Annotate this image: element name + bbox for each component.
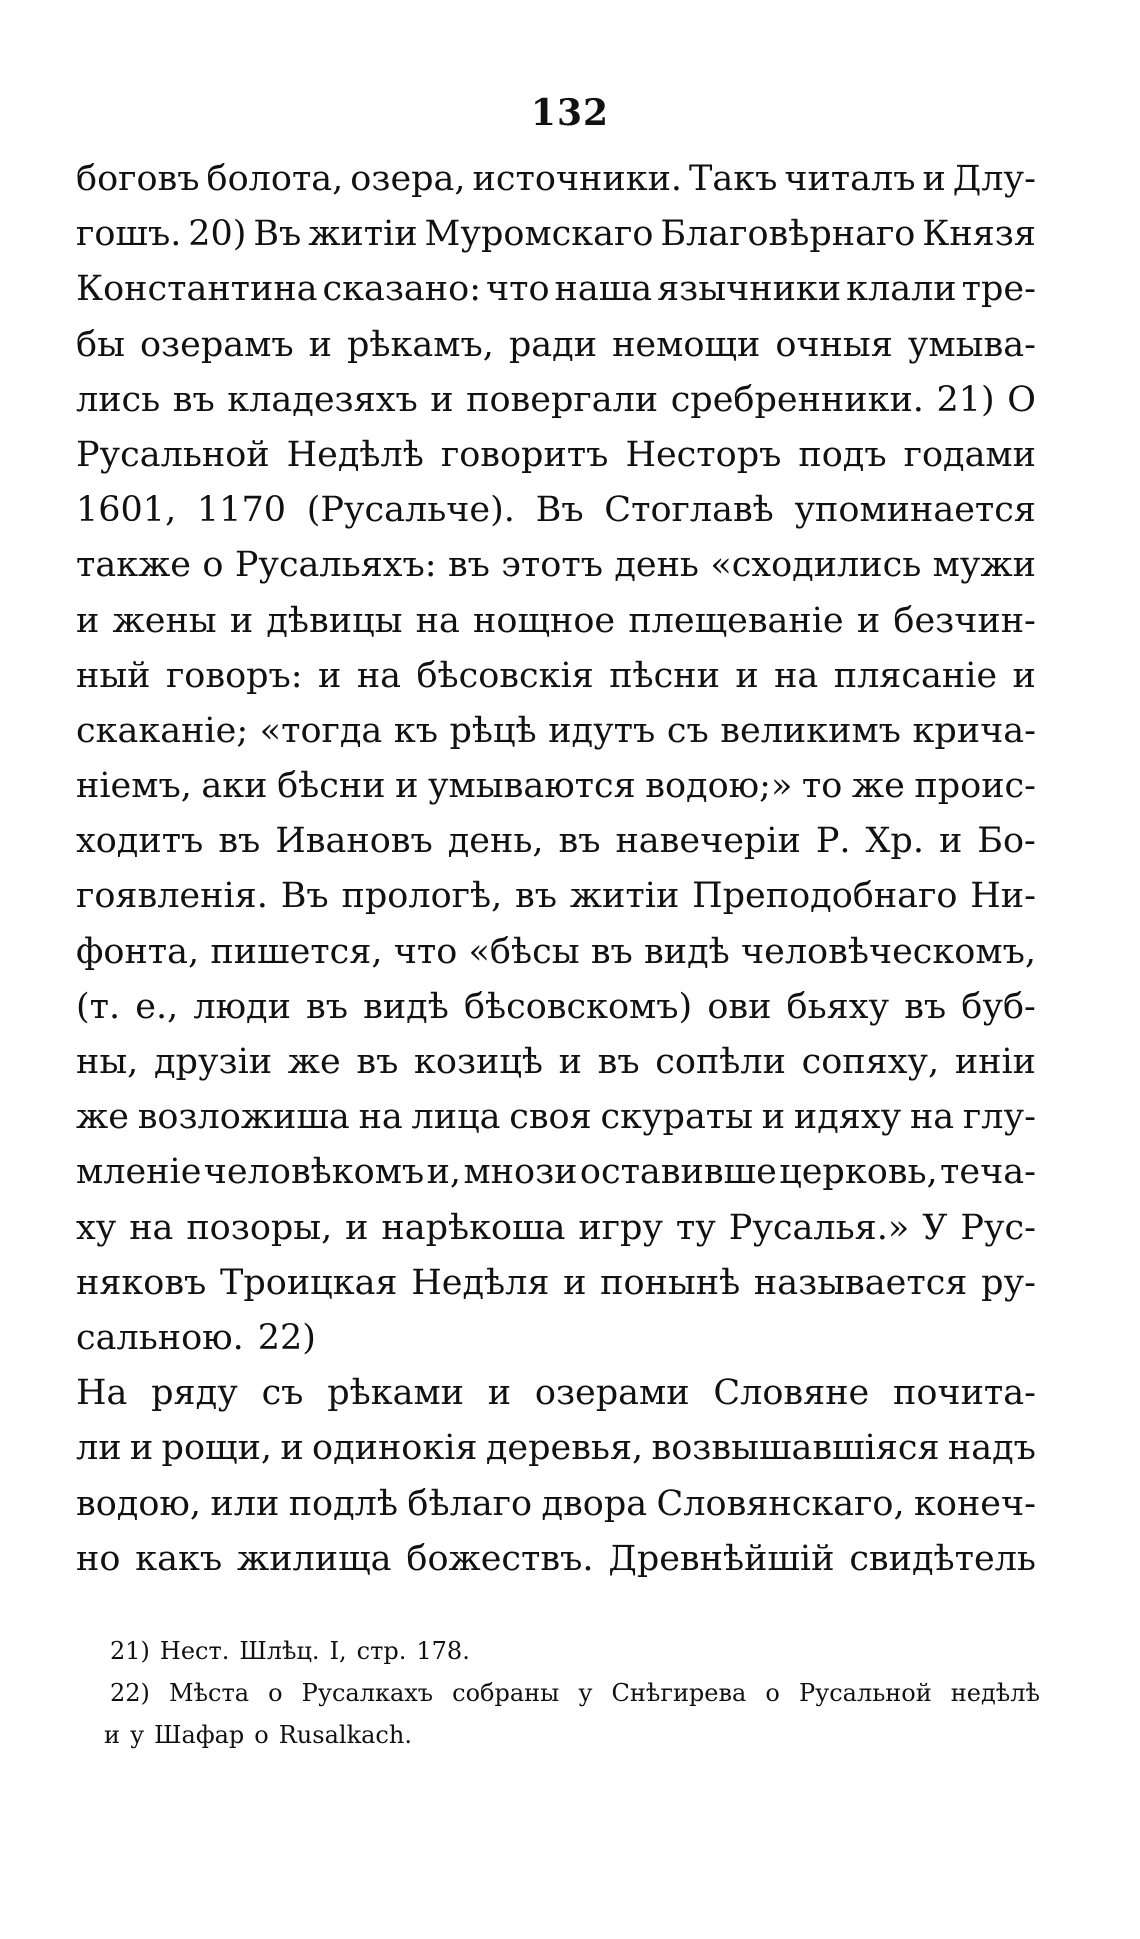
word: надъ — [947, 1428, 1036, 1469]
word: же — [851, 766, 905, 807]
word: Шафар — [154, 1721, 245, 1749]
text-line — [76, 759, 1036, 814]
word: ходитъ — [76, 821, 204, 862]
word: пишется, — [210, 931, 383, 972]
word: человѣкомъ — [203, 1152, 425, 1193]
word: Длу- — [952, 159, 1036, 199]
word: На — [76, 1373, 128, 1414]
word: сальною. — [76, 1317, 244, 1358]
word: (Русальче). — [306, 490, 515, 531]
word: ли — [76, 1428, 122, 1469]
word: очныя — [775, 324, 893, 365]
word: боговъ — [76, 159, 200, 199]
word: же — [76, 1097, 129, 1138]
word: лица — [411, 1097, 501, 1138]
word: болота, — [206, 159, 344, 199]
word: возложиша — [137, 1097, 350, 1138]
word: источники. — [472, 159, 683, 199]
word: сопѣли — [655, 1042, 786, 1082]
word: 21) — [110, 1637, 150, 1665]
body-text — [76, 152, 1036, 1587]
word: что — [393, 931, 458, 972]
word: водою, — [76, 1483, 201, 1524]
word: Рус- — [960, 1207, 1036, 1248]
word: и — [280, 1428, 304, 1469]
word: Такъ — [689, 159, 778, 199]
word: и — [308, 324, 332, 365]
word: Ни- — [970, 876, 1036, 917]
word: Преподобнаго — [692, 876, 958, 917]
text-line — [76, 373, 1036, 428]
word: на — [909, 1097, 955, 1138]
text-line — [76, 1145, 1036, 1200]
word: видѣ — [644, 931, 730, 972]
word: же — [287, 1042, 341, 1082]
text-line — [76, 1477, 1036, 1532]
word: и — [229, 600, 254, 641]
word: е., — [135, 986, 179, 1027]
word: ху — [76, 1207, 117, 1248]
word: ны, — [76, 1042, 139, 1082]
word: мнози — [463, 1152, 578, 1193]
word: человѣческомъ, — [740, 931, 1036, 972]
word: ряду — [151, 1373, 238, 1414]
word: рѣками — [327, 1373, 465, 1414]
word: озерами — [534, 1373, 690, 1414]
word: и — [318, 655, 342, 696]
word: бѣсовскія — [416, 655, 594, 696]
word: житіи — [308, 214, 418, 255]
word: Русальяхъ: — [234, 545, 437, 586]
text-line — [76, 1532, 1036, 1587]
word: одинокія — [312, 1428, 478, 1469]
word: озера, — [350, 159, 466, 199]
word: гоявленія. — [76, 876, 268, 917]
word: и — [558, 1042, 582, 1082]
word: сказано: — [322, 269, 481, 310]
word: Недѣля — [411, 1262, 550, 1303]
word: ніемъ, — [76, 766, 192, 807]
word: у — [130, 1721, 145, 1749]
word: Хр. — [865, 821, 924, 862]
word: бѣлаго — [407, 1483, 533, 1524]
word: возвышавшіяся — [651, 1428, 940, 1469]
word: о — [202, 545, 224, 586]
word: пѣсни — [609, 655, 720, 696]
word: прологѣ, — [341, 876, 503, 917]
word: друзіи — [153, 1042, 273, 1082]
word: и — [487, 1373, 512, 1414]
word: Русальной — [76, 434, 270, 475]
word: въ — [356, 1042, 399, 1082]
word: бы — [76, 324, 125, 365]
word: аки — [201, 766, 268, 807]
word: и — [104, 1721, 120, 1749]
word: Р. — [815, 821, 851, 862]
word: почита- — [893, 1373, 1036, 1414]
footnote-22 — [110, 1672, 1040, 1714]
word: говоръ: — [165, 655, 303, 696]
word: «бѣсы — [468, 931, 580, 972]
word: или — [210, 1483, 280, 1524]
word: годами — [903, 434, 1036, 475]
word: плясаніе — [833, 655, 998, 696]
footnotes — [104, 1630, 1040, 1756]
text-line — [76, 207, 1036, 262]
word: также — [76, 545, 192, 586]
word: въ — [558, 821, 601, 862]
word: I, — [329, 1637, 347, 1665]
word: рѣкамъ, — [347, 324, 494, 365]
text-line — [76, 1201, 1036, 1256]
word: бьяху — [786, 986, 890, 1027]
word: подлѣ — [288, 1483, 398, 1524]
word: конеч- — [914, 1483, 1036, 1524]
word: въ — [597, 1042, 640, 1082]
word: упоминается — [794, 490, 1036, 531]
text-line — [76, 1311, 1036, 1366]
word: Въ — [535, 490, 584, 531]
word: 1601, — [76, 490, 177, 531]
text-line — [76, 814, 1036, 869]
word: бѣсни — [277, 766, 386, 807]
text-line — [76, 1035, 1036, 1090]
word: скаканіе; — [76, 710, 249, 751]
word: наша — [554, 269, 653, 310]
word: читалъ — [784, 159, 916, 199]
text-line — [76, 649, 1036, 704]
word: съ — [261, 1373, 304, 1414]
word: идяху — [793, 1097, 902, 1138]
word: мленіе — [76, 1152, 202, 1193]
word: свидѣтель — [849, 1538, 1036, 1579]
word: великимъ — [720, 710, 901, 751]
word: этотъ — [501, 545, 603, 586]
word: идутъ — [548, 710, 656, 751]
word: дѣвицы — [266, 600, 403, 641]
word: о — [765, 1679, 780, 1707]
text-line — [76, 1421, 1036, 1476]
text-line — [76, 980, 1036, 1035]
word: съ — [666, 710, 709, 751]
word: видѣ — [363, 986, 449, 1027]
word: и — [430, 379, 454, 420]
word: позоры, — [186, 1207, 333, 1248]
word: умываются — [427, 766, 636, 807]
word: Снѣгирева — [611, 1679, 747, 1707]
word: нарѣкоша — [381, 1207, 566, 1248]
word: въ — [172, 379, 215, 420]
word: подъ — [798, 434, 887, 475]
word: то — [801, 766, 843, 807]
word: Бо- — [977, 821, 1036, 862]
word: проис- — [914, 766, 1036, 807]
word: «тогда — [259, 710, 383, 751]
word: фонта, — [76, 931, 200, 972]
word: игру — [578, 1207, 664, 1248]
word: своя — [509, 1097, 592, 1138]
word: и — [761, 1097, 786, 1138]
page-number: 132 — [530, 92, 610, 134]
word: жилища — [237, 1538, 392, 1579]
word: клали — [846, 269, 957, 310]
word: тeча- — [940, 1152, 1036, 1193]
word: сопяху, — [801, 1042, 940, 1082]
word: и — [856, 600, 881, 641]
word: лись — [76, 379, 161, 420]
text-line — [76, 594, 1036, 649]
word: Въ — [253, 214, 302, 255]
word: буб- — [961, 986, 1036, 1027]
word: Древнѣйшій — [608, 1538, 835, 1579]
word: умыва- — [907, 324, 1036, 365]
word: Недѣлѣ — [286, 434, 424, 475]
text-line — [76, 428, 1036, 483]
word: оставивше — [579, 1152, 777, 1193]
word: въ — [447, 545, 490, 586]
text-line — [76, 152, 1036, 207]
word: и — [1012, 655, 1036, 696]
word: Русалкахъ — [301, 1679, 434, 1707]
text-line — [76, 1256, 1036, 1311]
word: на — [415, 600, 460, 641]
text-line — [76, 262, 1036, 317]
word: на — [358, 1097, 403, 1138]
text-line — [76, 483, 1036, 538]
word: церковь, — [779, 1152, 938, 1193]
word: озерамъ — [139, 324, 294, 365]
word: рѣцѣ — [449, 710, 537, 751]
word: крича- — [912, 710, 1036, 751]
word: сребренники. — [670, 379, 924, 420]
word: У — [922, 1207, 948, 1248]
word: и — [938, 821, 963, 862]
word: и, — [426, 1152, 462, 1193]
text-line — [76, 704, 1036, 759]
word: какъ — [135, 1538, 223, 1579]
word: въ — [515, 876, 558, 917]
word: Русальной — [798, 1679, 932, 1707]
word: рощи, — [161, 1428, 273, 1469]
word: но — [76, 1538, 121, 1579]
word: повергали — [466, 379, 659, 420]
word: Нест. — [159, 1637, 230, 1665]
word: Несторъ — [625, 434, 782, 475]
word: Шлѣц. — [239, 1637, 320, 1665]
word: безчин- — [893, 600, 1036, 641]
word: и — [345, 1207, 369, 1248]
word: и — [395, 766, 419, 807]
word: Мѣста — [168, 1679, 250, 1707]
word: ови — [707, 986, 772, 1027]
word: 21) — [936, 379, 995, 420]
word: что — [485, 269, 550, 310]
word: и — [922, 159, 946, 199]
word: язычники — [657, 269, 842, 310]
footnote-21 — [110, 1630, 1040, 1672]
word: Словяне — [713, 1373, 870, 1414]
word: Муромскаго — [424, 214, 654, 255]
word: мужи — [932, 545, 1036, 586]
word: день, — [447, 821, 544, 862]
word: немощи — [612, 324, 761, 365]
word: тре- — [961, 269, 1036, 310]
word: иніи — [954, 1042, 1036, 1082]
word: навечеріи — [615, 821, 801, 862]
word: и — [129, 1428, 154, 1469]
word: Благовѣрнаго — [660, 214, 916, 255]
word: ный — [76, 655, 151, 696]
word: и — [735, 655, 759, 696]
word: 178. — [416, 1637, 470, 1665]
word: двора — [541, 1483, 648, 1524]
word: Троицкая — [220, 1262, 398, 1303]
word: люди — [193, 986, 291, 1027]
word: нощное — [473, 600, 616, 641]
word: въ — [590, 931, 633, 972]
word: о — [254, 1721, 269, 1749]
word: 22) — [257, 1317, 316, 1358]
word: у — [578, 1679, 593, 1707]
text-line — [76, 538, 1036, 593]
word: житіи — [569, 876, 680, 917]
word: и — [76, 600, 100, 641]
word: кладезяхъ — [227, 379, 418, 420]
word: ради — [508, 324, 598, 365]
word: водою;» — [645, 766, 793, 807]
word: называется — [753, 1262, 968, 1303]
word: на — [774, 655, 819, 696]
word: о — [268, 1679, 283, 1707]
word: деревья, — [485, 1428, 644, 1469]
word: козицѣ — [414, 1042, 543, 1082]
word: собраны — [452, 1679, 560, 1707]
word: О — [1007, 379, 1036, 420]
word: гошъ. — [76, 214, 182, 255]
text-line — [76, 925, 1036, 980]
text-line — [76, 1090, 1036, 1145]
word: въ — [306, 986, 349, 1027]
word: на — [129, 1207, 174, 1248]
word: Ивановъ — [275, 821, 433, 862]
word: ру- — [981, 1262, 1036, 1303]
word: плещеваніе — [628, 600, 844, 641]
word: Словянскаго, — [656, 1483, 905, 1524]
word: 20) — [188, 214, 247, 255]
word: Въ — [280, 876, 329, 917]
word: недѣлѣ — [950, 1679, 1040, 1707]
word: въ — [904, 986, 947, 1027]
word: 1170 — [196, 490, 286, 531]
word: Стоглавѣ — [604, 490, 774, 531]
word: говоритъ — [440, 434, 609, 475]
footnote-22-continued — [104, 1714, 1040, 1756]
word: и — [563, 1262, 587, 1303]
text-line — [76, 1366, 1036, 1421]
word: стр. — [356, 1637, 407, 1665]
word: къ — [393, 710, 438, 751]
word: Русалья.» — [728, 1207, 910, 1248]
word: въ — [218, 821, 261, 862]
word: жены — [112, 600, 217, 641]
word: няковъ — [76, 1262, 207, 1303]
word: ту — [675, 1207, 716, 1248]
word: 22) — [110, 1679, 150, 1707]
word: день — [614, 545, 699, 586]
word: глу- — [962, 1097, 1036, 1138]
word: (т. — [76, 986, 121, 1027]
word: «сходились — [710, 545, 922, 586]
word: Князя — [922, 214, 1036, 255]
text-line — [76, 869, 1036, 924]
word: Rusalkach. — [278, 1721, 412, 1749]
word: понынѣ — [600, 1262, 741, 1303]
word: божествъ. — [406, 1538, 594, 1579]
word: на — [356, 655, 402, 696]
word: скураты — [600, 1097, 754, 1138]
word: бѣсовскомъ) — [463, 986, 693, 1027]
word: Константина — [76, 269, 318, 310]
text-line — [76, 318, 1036, 373]
